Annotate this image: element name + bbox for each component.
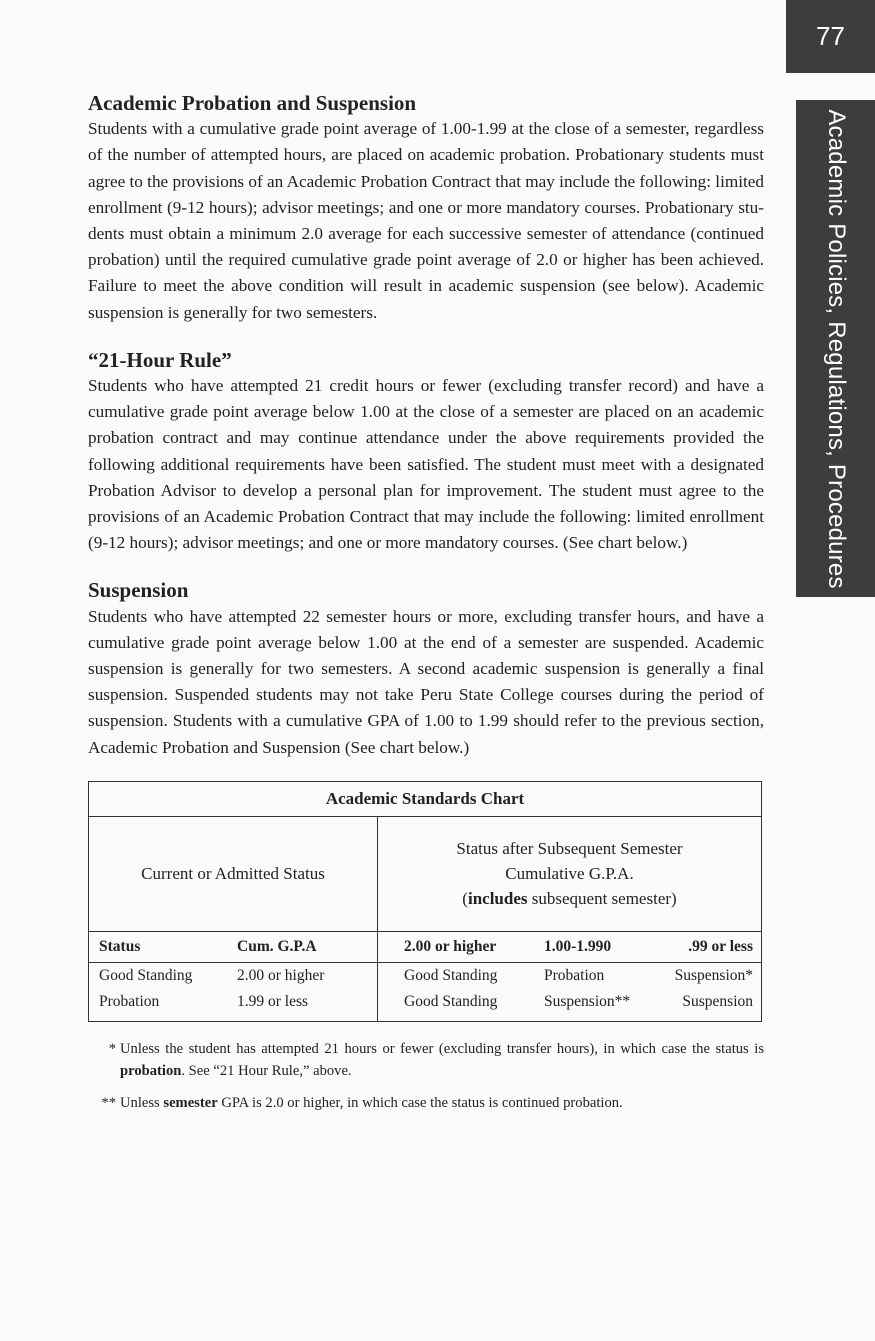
side-tab-label: Academic Policies, Regulations, Procedures [822, 108, 850, 589]
section-side-tab [796, 100, 875, 597]
chart-right-header-bold: includes [467, 889, 528, 909]
col-header-status: Status [89, 931, 228, 962]
chart-right-header-line3: (includes subsequent semester) [462, 889, 677, 909]
table-cell: 1.99 or less [227, 989, 378, 1022]
footnote-text [120, 1092, 623, 1114]
paragraph-probation-suspension: Students with a cumulative grade point average of 1.00-1.99 at the close of a semester, regardless of the number of attempted hours, are placed on academic probation. Probationary students must agree to the provisions of an Academic Probation Contract that may include the following: limited enrollment (9-12 hours); advisor meetings; and one or more mandatory courses. Probationary students must obtain a minimum 2.0 average for each successive semester of attendance (continued probation) until the required cumulative grade point average of 2.0 or higher has been achieved. Failure to meet the above condition will result in academic suspension (see below). Academic suspension is generally for two semesters. [88, 119, 764, 322]
chart-right-header-line2: Cumulative G.P.A. [505, 864, 634, 884]
chart-left-header: Current or Admitted Status [89, 816, 378, 931]
footnote-text-part: Unless [120, 1094, 164, 1111]
heading-suspension: Suspension [88, 578, 189, 603]
table-cell: Good Standing [99, 966, 193, 984]
footnote-single-asterisk [88, 1038, 764, 1082]
table-cell: Probation [99, 992, 160, 1010]
table-row [89, 962, 762, 989]
table-cell: 2.00 or higher [227, 962, 378, 989]
col-header-2-00-or-higher: 2.00 or higher [378, 931, 545, 962]
chart-right-header-rest: subsequent semester) [527, 889, 677, 909]
heading-21-hour-rule: “21-Hour Rule” [88, 347, 232, 372]
footnote-bold-term: semester [163, 1094, 218, 1111]
footnotes [88, 1038, 764, 1114]
col-header-1-00-1-990: 1.00-1.990 [544, 931, 662, 962]
table-cell: Suspension [682, 992, 753, 1010]
footnote-bold-term: probation [120, 1062, 182, 1079]
footnote-double-asterisk [88, 1092, 764, 1114]
chart-column-header-row [89, 931, 762, 962]
footnote-text-part: . See “21 Hour Rule,” above. [181, 1062, 352, 1079]
academic-standards-chart [88, 781, 762, 1022]
table-row [89, 989, 762, 1022]
col-header-cum-gpa: Cum. G.P.A [227, 931, 378, 962]
chart-right-header [378, 816, 762, 931]
footnote-text-part: GPA is 2.0 or higher, in which case the status is continued probation. [217, 1094, 623, 1111]
heading-probation-suspension: Academic Probation and Suspension [88, 91, 417, 115]
table-cell: Good Standing [404, 992, 498, 1010]
table-cell: Good Standing [404, 966, 498, 984]
chart-right-header-line1: Status after Subsequent Semester [456, 839, 683, 859]
page-number: 77 [786, 0, 875, 73]
footnote-text-part: Unless the student has attempted 21 hours or fewer (excluding transfer hours), in which case the status is [120, 1040, 764, 1057]
col-header-99-or-less: .99 or less [662, 931, 762, 962]
table-cell: Probation [544, 966, 605, 984]
paragraph-suspension: Students who have attempted 22 semester hours or more, excluding transfer hours, and have a cumulative grade point average below 1.00 at the end of a semester are suspended. Academic suspension is generally for two semesters. A second academic suspension is generally a final suspension. Suspended students may not take Peru State College courses during the period of suspension. Students with a cumulative GPA of 1.00 to 1.99 should refer to the previous section, Academic Probation and Suspension (See chart below.) [88, 606, 764, 757]
table-cell: Suspension* [674, 966, 753, 984]
page-content [88, 88, 764, 1124]
footnote-text [120, 1038, 764, 1082]
paragraph-21-hour-rule: Students who have attempted 21 credit hours or fewer (excluding transfer record) and have a cumulative grade point average below 1.00 at the close of a semester are placed on an academic probation contract and may continue attendance under the above requirements provided the following additional requirements have been satisfied. The student must meet with a designated Probation Advisor to develop a personal plan for improvement. The student must agree to the provisions of an Academic Probation Contract that may include the following: limited enrollment (9-12 hours); advisor meetings; and one or more mandatory courses. (See chart below.) [88, 376, 764, 553]
footnote-mark: ** [101, 1094, 116, 1111]
chart-title: Academic Standards Chart [89, 781, 762, 816]
footnote-mark: * [108, 1040, 116, 1057]
table-cell: Suspension** [544, 992, 631, 1010]
